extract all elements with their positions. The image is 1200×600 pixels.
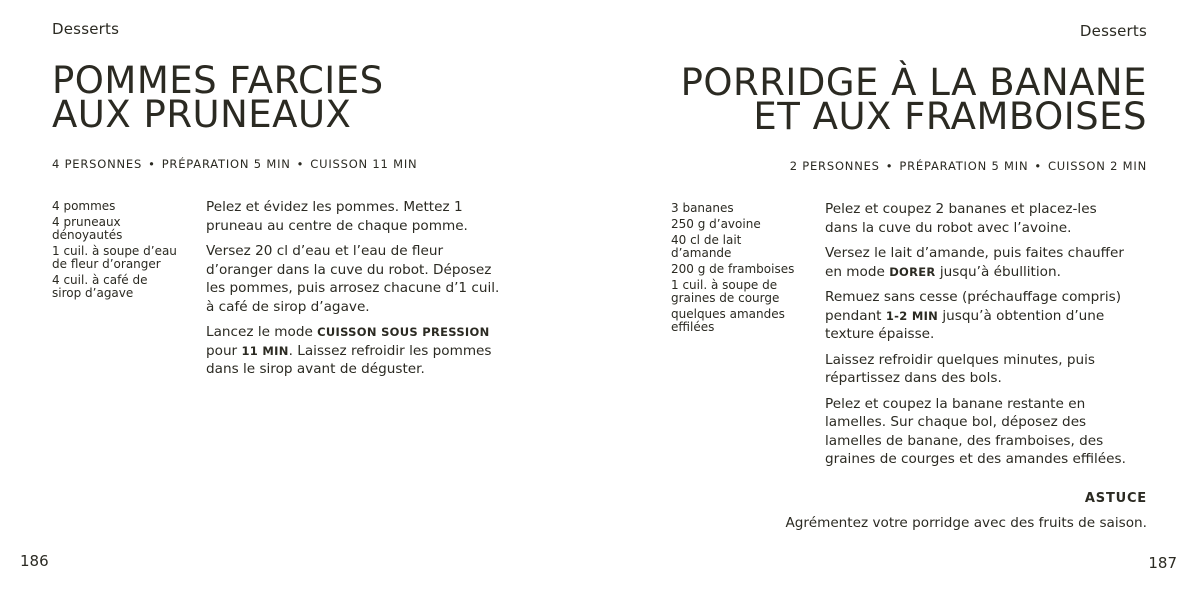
step-paragraph: Laissez refroidir quelques minutes, puis répartissez dans des bols. (825, 351, 1095, 386)
left-ingredients-list (52, 200, 177, 303)
step-paragraph (825, 288, 1130, 344)
left-section-label: Desserts (52, 20, 120, 38)
time-keyword: 1-2 MIN (885, 308, 939, 323)
step-text: jusqu’à ébullition. (935, 263, 1061, 280)
ingredient-item: quelques amandes effilées (671, 307, 785, 334)
right-title-line2: ET AUX FRAMBOISES (753, 95, 1147, 138)
right-meta-cook: CUISSON 2 MIN (1047, 159, 1147, 173)
left-title-line2: AUX PRUNEAUX (52, 93, 352, 136)
left-meta-prep: PRÉPARATION 5 MIN (161, 157, 291, 171)
step-text: Versez 20 cl d’eau et l’eau de fleur d’oranger dans la cuve du robot. Déposez les pommes, puis arrosez chacune d’1 cuil. à café de sirop d’agave. (206, 243, 500, 315)
step-text: Versez le lait d’amande, puis faites chauffer en mode (825, 245, 1124, 280)
step-text: jusqu’à obtention d’une texture épaisse. (825, 307, 1105, 342)
ingredient-item: 1 cuil. à soupe d’eau de fleur d’oranger (52, 244, 177, 271)
ingredient-item: 40 cl de lait d’amande (671, 233, 742, 260)
step-paragraph: Pelez et coupez la banane restante en lamelles. Sur chaque bol, déposez des lamelles de banane, des framboises, des graines de courges et des amandes effilées. (825, 395, 1126, 467)
right-steps (825, 200, 1130, 476)
right-meta-persons: 2 PERSONNES (789, 159, 880, 173)
right-recipe-meta (790, 159, 1147, 173)
step-paragraph (206, 242, 506, 316)
left-meta-separator: • (148, 157, 156, 171)
left-meta-persons: 4 PERSONNES (52, 157, 143, 171)
astuce-text: Agrémentez votre porridge avec des fruits de saison. (785, 515, 1147, 531)
step-text: pour (206, 342, 242, 359)
left-meta-cook: CUISSON 11 MIN (310, 157, 418, 171)
step-paragraph (825, 244, 1130, 281)
right-page-number: 187 (1148, 554, 1177, 572)
mode-keyword: CUISSON SOUS PRESSION (317, 325, 490, 339)
left-steps (206, 198, 506, 386)
ingredient-item: 250 g d’avoine (671, 217, 761, 231)
step-text: Remuez sans cesse (préchauffage compris) pendant (825, 289, 1122, 324)
right-meta-prep: PRÉPARATION 5 MIN (899, 159, 1029, 173)
right-meta-separator: • (1034, 159, 1042, 173)
left-recipe-meta (52, 157, 417, 171)
step-text: . Laissez refroidir les pommes dans le sirop avant de déguster. (206, 342, 492, 377)
ingredient-item: 1 cuil. à soupe de graines de courge (671, 278, 780, 305)
time-keyword: 11 MIN (241, 343, 289, 358)
step-paragraph: Pelez et coupez 2 bananes et placez-les dans la cuve du robot avec l’avoine. (825, 201, 1097, 236)
mode-keyword: DORER (889, 264, 936, 279)
step-paragraph: Pelez et évidez les pommes. Mettez 1 pruneau au centre de chaque pomme. (206, 199, 468, 234)
left-page-number: 186 (20, 552, 49, 570)
right-ingredients-list (671, 202, 796, 337)
ingredient-item: 3 bananes (671, 201, 734, 215)
ingredient-item: 4 cuil. à café de sirop d’agave (52, 273, 148, 300)
ingredient-item: 4 pommes (52, 199, 116, 213)
step-paragraph (206, 323, 506, 379)
right-title-line1: PORRIDGE À LA BANANE (680, 61, 1147, 104)
ingredient-item: 4 pruneaux dénoyautés (52, 215, 123, 242)
astuce-heading: ASTUCE (1084, 491, 1147, 506)
right-meta-separator: • (885, 159, 894, 173)
step-text: Lancez le mode (206, 324, 318, 340)
left-title-line1: POMMES FARCIES (52, 59, 384, 102)
ingredient-item: 200 g de framboises (671, 262, 795, 276)
left-meta-separator: • (296, 157, 305, 171)
right-section-label: Desserts (1079, 22, 1147, 40)
